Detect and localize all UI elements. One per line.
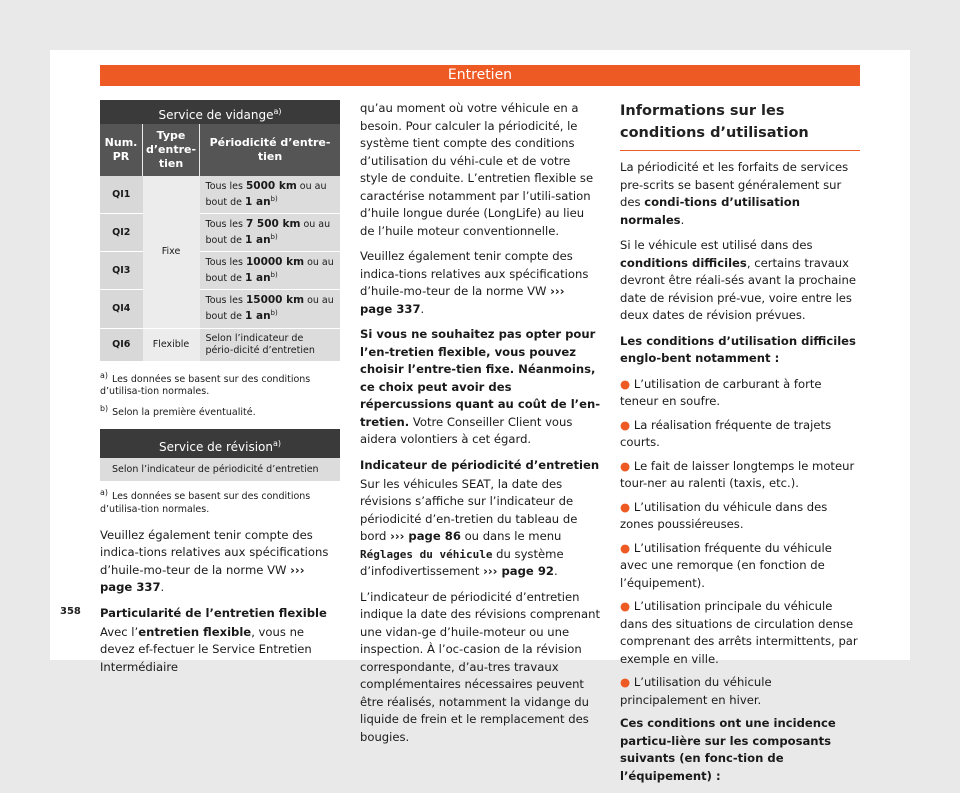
list-item	[620, 598, 860, 668]
page-link[interactable]: ››› page 337	[360, 284, 565, 316]
oil-table-title	[100, 100, 340, 124]
page-link[interactable]: ››› page 337	[100, 562, 305, 595]
period-km: 15000 km	[245, 294, 305, 307]
table-row	[100, 176, 340, 214]
bold-text: Les conditions d’utilisation difficiles englo-bent notamment :	[620, 333, 856, 365]
period-year: 1 an	[245, 234, 271, 247]
footnote-mark: a)	[100, 488, 108, 498]
list-item-text: L’utilisation du véhicule principalement en hiver.	[620, 675, 772, 707]
paragraph: qu’au moment où votre véhicule en a besoin. Pour calculer la périodicité, le système tient compte des conditions d’utilisation du véhi-cule et de votre style de conduite. L’entretien flexible se caractérise notamment par l’utili-sation d’huile longue durée (LongLife) au lieu de l’huile moteur conventionnelle.	[360, 101, 594, 238]
footnote-mark: b)	[100, 403, 109, 413]
list-item	[620, 674, 860, 709]
list-item-text: L’utilisation principale du véhicule dans des situations de circulation dense comprenant des arrêts intermittents, par exemple en ville.	[620, 599, 858, 666]
paragraph	[100, 624, 340, 677]
period-km: 5000 km	[245, 180, 297, 192]
row-type-flexible: Flexible	[143, 328, 200, 361]
footnote	[100, 487, 340, 516]
col-header-num: Num. PR	[100, 124, 143, 176]
table-row	[100, 252, 340, 290]
list-item-text: Le fait de laisser longtemps le moteur tour-ner au ralenti (taxis, etc.).	[620, 458, 855, 490]
bold-text: Ces conditions ont une incidence particu-lière sur les composants suivants (en fonc-tion de l’équipement) :	[620, 716, 836, 783]
row-period: Selon l’indicateur de pério-dicité d’entretien	[200, 328, 341, 361]
bullet-icon: ●	[620, 499, 631, 514]
col-header-period: Périodicité d’entre-tien	[200, 124, 341, 176]
period-text: Tous les	[205, 257, 246, 269]
period-sup: b)	[270, 233, 278, 242]
row-code: QI6	[100, 328, 143, 361]
period-text: Tous les	[205, 219, 246, 231]
paragraph-text: Votre Conseiller Client vous aidera volontiers à cet égard.	[360, 414, 573, 446]
paragraph: Sur les véhicules SEAT, la date des révisions s’affiche sur l’indicateur de périodicité d’en-tretien du tableau de bord ››› page 86 ou dans le menu Réglages du véhicule du système d’infodivertissement ››› page 92.	[360, 476, 578, 578]
row-period	[200, 290, 341, 328]
paragraph-text: Avec l’	[100, 624, 139, 639]
row-period	[200, 252, 341, 290]
paragraph	[620, 333, 860, 368]
paragraph	[360, 326, 600, 449]
footnote-mark: a)	[100, 370, 108, 380]
row-code: QI4	[100, 290, 143, 328]
period-year: 1 an	[245, 272, 271, 285]
paragraph: Veuillez également tenir compte des indica-tions relatives aux spécifications d’huile-mo-teur de la norme VW ››› page 337.	[360, 249, 589, 316]
section-header: Entretien	[100, 65, 860, 86]
row-code: QI3	[100, 252, 143, 290]
column-middle	[360, 100, 600, 754]
paragraph-text: , vous ne devez ef-fectuer le Service Entretien Intermédiaire	[100, 624, 312, 674]
period-text: Tous les	[205, 295, 246, 307]
paragraph-text: Veuillez également tenir compte des indica-tions relatives aux spécifications d’huile-mo-teur de la norme VW	[100, 527, 329, 577]
period-km: 10000 km	[245, 256, 305, 269]
col-header-type: Type d’entre-tien	[143, 124, 200, 176]
page-link[interactable]: ››› page 86	[390, 529, 461, 543]
period-text: ou au bout de	[205, 295, 334, 323]
row-type-fixed: Fixe	[143, 176, 200, 328]
table-row	[100, 290, 340, 328]
bold-text: Si vous ne souhaitez pas opter pour l’en-tretien flexible, vous pouvez choisir l’entre-tien fixe. Néanmoins, ce choix peut avoir des répercussions quant au coût de l’en-tretien.	[360, 327, 601, 429]
paragraph-text: Sur les véhicules SEAT, la date des révisions s’affiche sur l’indicateur de périodicité d’en-tretien du tableau de bord	[360, 476, 578, 543]
list-item	[620, 458, 860, 493]
bullet-icon: ●	[620, 458, 631, 473]
page-number: 358	[60, 606, 81, 617]
menu-name: Réglages du véhicule	[360, 547, 493, 561]
paragraph-text: , certains travaux devront être réali-sés avant la prochaine date de révision pré-vue, voire entre les deux dates de révision prévues.	[620, 255, 856, 322]
bullet-icon: ●	[620, 599, 631, 613]
table-row	[100, 328, 340, 361]
bold-text: conditions difficiles	[620, 255, 747, 270]
oil-table-title-sup: a)	[273, 107, 282, 116]
paragraph	[620, 715, 860, 785]
section-heading: Particularité de l’entretien flexible	[100, 605, 327, 620]
paragraph-text: Veuillez également tenir compte des indica-tions relatives aux spécifications d’huile-mo-teur de la norme VW	[360, 249, 589, 298]
revision-table-title	[100, 429, 340, 458]
list-item	[620, 376, 860, 411]
bullet-icon: ●	[620, 417, 631, 432]
list-item	[620, 417, 860, 452]
period-text: ou au bout de	[205, 181, 327, 209]
bold-text: condi-tions d’utilisation normales	[620, 195, 800, 227]
list-item	[620, 499, 860, 534]
list-item-text: L’utilisation fréquente du véhicule avec une remorque (en fonction de l’équipement).	[620, 540, 832, 590]
footnote	[100, 370, 340, 399]
period-sup: b)	[270, 271, 278, 280]
row-period	[200, 176, 341, 214]
section-heading: Indicateur de périodicité d’entretien	[360, 457, 600, 472]
info-heading-block	[620, 100, 860, 151]
column-left	[100, 100, 340, 684]
period-text: Tous les	[205, 181, 246, 192]
period-sup: b)	[270, 195, 278, 203]
oil-table-title-text: Service de vidange	[158, 108, 274, 122]
column-right	[620, 100, 860, 793]
revision-table-title-text: Service de révision	[158, 440, 273, 455]
paragraph	[620, 237, 860, 325]
paragraph: L’indicateur de périodicité d’entretien indique la date des révisions comprenant une vidan-ge d’huile-moteur ou une inspection. À l’oc-casion de la révision correspondante, d’au-tres travaux complémentaires nécessaires peuvent être réalisés, notamment la vidange du liquide de frein et le remplacement des bougies.	[360, 589, 600, 744]
paragraph-text: ou dans le menu	[460, 529, 562, 543]
list-item	[620, 540, 860, 593]
table-row	[100, 214, 340, 252]
list-item-text: L’utilisation de carburant à forte teneur en soufre.	[620, 376, 822, 408]
footnote-text: Selon la première éventualité.	[112, 406, 256, 418]
period-year: 1 an	[245, 196, 271, 209]
page-link[interactable]: ››› page 92	[483, 564, 554, 578]
footnote-text: Les données se basent sur des conditions d’utilisa-tion normales.	[100, 491, 311, 516]
paragraph-text: Si le véhicule est utilisé dans des	[620, 238, 813, 252]
info-heading: Informations sur les conditions d’utilisation	[620, 103, 809, 141]
row-code: QI1	[100, 176, 143, 214]
bullet-icon: ●	[620, 675, 631, 689]
revision-table-title-sup: a)	[272, 439, 282, 449]
period-text: ou au bout de	[205, 219, 331, 247]
footnote	[100, 403, 340, 420]
list-item-text: La réalisation fréquente de trajets courts.	[620, 417, 832, 449]
paragraph: La périodicité et les forfaits de services pre-scrits se basent généralement sur des condi-tions d’utilisation normales.	[620, 160, 849, 227]
paragraph-text: du système d’infodivertissement	[360, 546, 564, 578]
period-year: 1 an	[245, 310, 271, 323]
row-code: QI2	[100, 214, 143, 252]
row-period	[200, 214, 341, 252]
paragraph-text: La périodicité et les forfaits de services pre-scrits se basent généralement sur des	[620, 160, 849, 209]
bold-text: entretien flexible	[138, 624, 252, 639]
footnote-text: Les données se basent sur des conditions d’utilisa-tion normales.	[100, 373, 311, 398]
list-item-text: L’utilisation du véhicule dans des zones poussiéreuses.	[620, 499, 828, 531]
oil-service-table	[100, 124, 340, 362]
bullet-icon: ●	[620, 376, 631, 391]
revision-table-row: Selon l’indicateur de périodicité d’entretien	[100, 458, 340, 481]
period-text: ou au bout de	[205, 257, 334, 285]
bullet-icon: ●	[620, 540, 631, 555]
paragraph: Veuillez également tenir compte des indica-tions relatives aux spécifications d’huile-mo-teur de la norme VW ››› page 337.	[100, 527, 329, 595]
period-km: 7 500 km	[245, 218, 301, 231]
period-sup: b)	[270, 309, 278, 318]
